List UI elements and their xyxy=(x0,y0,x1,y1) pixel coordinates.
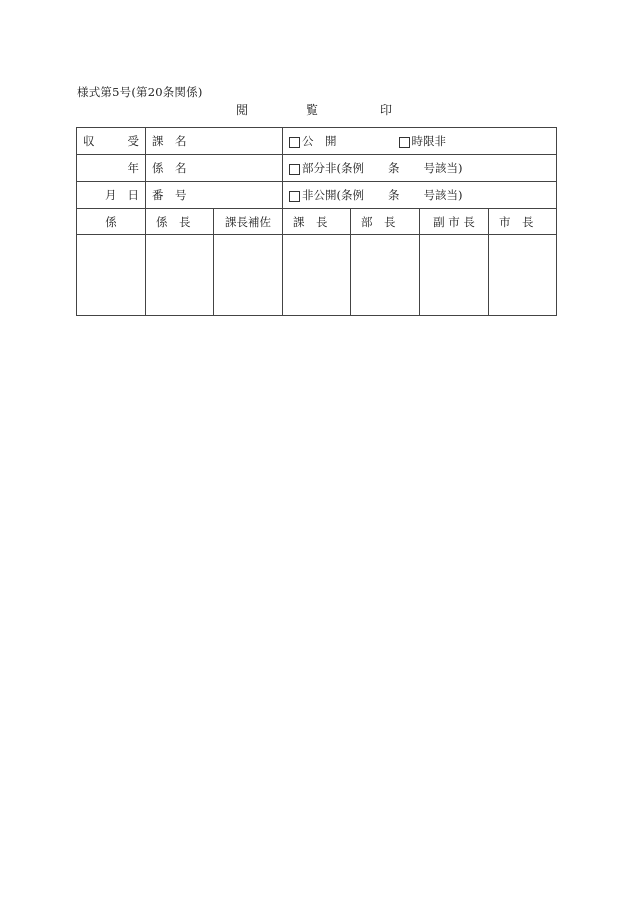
date-cell xyxy=(77,182,146,209)
public-checkbox[interactable] xyxy=(289,137,300,148)
approval-table xyxy=(76,127,557,316)
partial-clause-label: 号該当) xyxy=(423,161,463,175)
disclosure-public-cell xyxy=(283,128,557,155)
approver-header-staff: 係 xyxy=(77,209,146,235)
year-label: 年 xyxy=(127,161,139,175)
stamp-cell-assistant-manager[interactable] xyxy=(214,235,283,316)
approver-header-chief: 係 長 xyxy=(146,209,214,235)
form-label: 様式第5号(第20条関係) xyxy=(77,85,203,99)
approver-header-department-head: 部 長 xyxy=(351,209,420,235)
table-row-approvers xyxy=(77,209,557,235)
heading-char-1: 閲 xyxy=(236,103,249,117)
nonpublic-checkbox[interactable] xyxy=(289,191,300,202)
heading-char-2: 覧 xyxy=(306,103,319,117)
nonpublic-clause-label: 号該当) xyxy=(423,188,463,202)
table-row-stamps xyxy=(77,235,557,316)
year-cell xyxy=(77,155,146,182)
approver-header-section-manager: 課 長 xyxy=(283,209,351,235)
table-row-year xyxy=(77,155,557,182)
public-label: 公 開 xyxy=(302,134,337,148)
stamp-cell-staff[interactable] xyxy=(77,235,146,316)
disclosure-partial-cell xyxy=(283,155,557,182)
month-label: 月 xyxy=(105,188,117,202)
time-limited-label: 時限非 xyxy=(411,134,446,148)
stamp-cell-department-head[interactable] xyxy=(351,235,420,316)
section-name-label: 課 名 xyxy=(152,134,187,148)
approver-header-mayor: 市 長 xyxy=(489,209,557,235)
partial-label: 部分非(条例 xyxy=(302,161,364,175)
stamp-cell-section-manager[interactable] xyxy=(283,235,351,316)
stamp-cell-chief[interactable] xyxy=(146,235,214,316)
day-label: 日 xyxy=(127,188,139,202)
number-cell[interactable] xyxy=(146,182,283,209)
reception-label: 収 xyxy=(83,134,95,148)
table-row-date xyxy=(77,182,557,209)
approver-header-assistant-manager: 課長補佐 xyxy=(214,209,283,235)
disclosure-nonpublic-cell xyxy=(283,182,557,209)
unit-name-label: 係 名 xyxy=(152,161,187,175)
unit-name-cell[interactable] xyxy=(146,155,283,182)
time-limited-checkbox[interactable] xyxy=(399,137,410,148)
nonpublic-article-label: 条 xyxy=(388,188,400,202)
table-row-reception xyxy=(77,128,557,155)
partial-checkbox[interactable] xyxy=(289,164,300,175)
section-name-cell[interactable] xyxy=(146,128,283,155)
partial-article-label: 条 xyxy=(388,161,400,175)
nonpublic-label: 非公開(条例 xyxy=(302,188,364,202)
number-label: 番 号 xyxy=(152,188,187,202)
heading-char-3: 印 xyxy=(380,103,393,117)
stamp-cell-deputy-mayor[interactable] xyxy=(420,235,489,316)
reception-cell xyxy=(77,128,146,155)
received-label: 受 xyxy=(127,134,139,148)
approver-header-deputy-mayor: 副 市 長 xyxy=(420,209,489,235)
stamp-cell-mayor[interactable] xyxy=(489,235,557,316)
